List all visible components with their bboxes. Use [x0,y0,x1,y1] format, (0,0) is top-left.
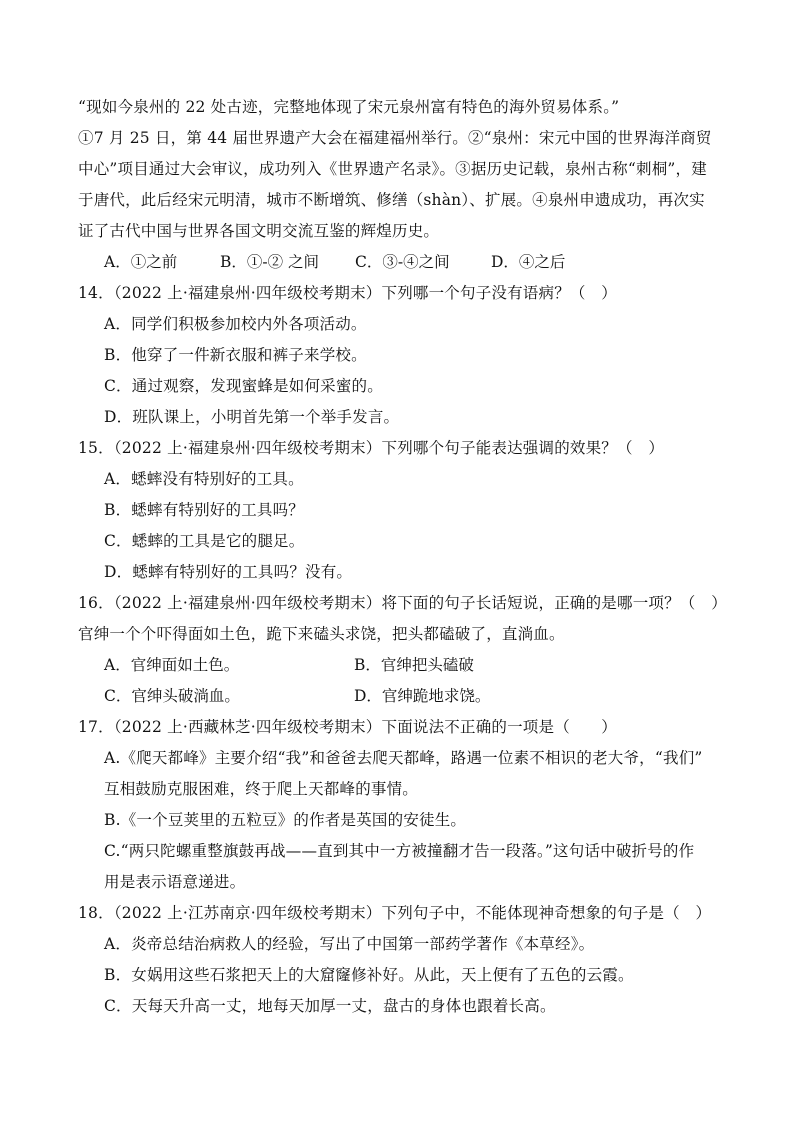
q16-stem: 16．（2022 上·福建泉州·四年级校考期末）将下面的句子长话短说，正确的是哪一项？（ ） [78,594,727,612]
q14-option-b: B．他穿了一件新衣服和裤子来学校。 [104,346,367,364]
q16-option-c: C．官绅头破淌血。 [104,687,240,705]
q16-option-a: A．官绅面如土色。 [104,656,240,674]
q13-option-a: A．①之前 [104,253,178,271]
q16-option-b: B．官绅把头磕破 [354,656,474,674]
q14-option-a: A．同学们积极参加校内外各项活动。 [104,315,367,333]
q18-option-a: A．炎帝总结治病救人的经验，写出了中国第一部药学著作《本草经》。 [104,935,595,953]
q13-option-c: C．③-④之间 [355,253,450,271]
q13-passage-line: ①7 月 25 日，第 44 届世界遗产大会在福建福州举行。②“泉州：宋元中国的世界海洋商贸 [78,129,712,147]
q14-option-d: D．班队课上，小明首先第一个举手发言。 [104,408,400,426]
q17-line: A.《爬天都峰》主要介绍“我”和爸爸去爬天都峰，路遇一位素不相识的老大爷，“我们” [104,749,703,767]
q15-stem: 15．（2022 上·福建泉州·四年级校考期末）下列哪个句子能表达强调的效果？（ ） [78,439,665,457]
q14-option-c: C．通过观察，发现蜜蜂是如何采蜜的。 [104,377,383,395]
q18-stem: 18．（2022 上·江苏南京·四年级校考期末）下列句子中，不能体现神奇想象的句子是（ ） [78,904,712,922]
q17-line: 互相鼓励克服困难，终于爬上天都峰的事情。 [104,780,419,798]
q13-option-d: D．④之后 [491,253,566,271]
q17-stem: 17．（2022 上·西藏林芝·四年级校考期末）下面说法不正确的一项是（ ） [78,718,618,736]
q17-line: 用是表示语意递进。 [104,873,246,891]
q13-passage-line: 中心”项目通过大会审议，成功列入《世界遗产名录》。③据历史记载，泉州古称“刺桐”，建 [78,160,707,178]
q13-passage-line: 于唐代，此后经宋元明清，城市不断增筑、修缮（shàn）、扩展。④泉州申遗成功，再次实 [78,191,705,209]
q15-option-c: C．蟋蟀的工具是它的腿足。 [104,532,305,550]
q17-line: B.《一个豆荚里的五粒豆》的作者是英国的安徒生。 [104,811,467,829]
q16-sentence: 官绅一个个吓得面如土色，跪下来磕头求饶，把头都磕破了，直淌血。 [78,625,565,643]
q17-line: C.“两只陀螺重整旗鼓再战——直到其中一方被撞翻才告一段落。”这句话中破折号的作 [104,842,695,860]
q14-stem: 14．（2022 上·福建泉州·四年级校考期末）下列哪一个句子没有语病？（ ） [78,284,618,302]
q13-passage-line: 证了古代中国与世界各国文明交流互鉴的辉煌历史。 [78,222,440,240]
q18-option-b: B．女娲用这些石浆把天上的大窟窿修补好。从此，天上便有了五色的云霞。 [104,966,634,984]
q16-option-d: D．官绅跪地求饶。 [354,687,491,705]
q13-options [104,251,624,273]
q15-option-a: A．蟋蟀没有特别好的工具。 [104,470,304,488]
q18-option-c: C．天每天升高一丈，地每天加厚一丈，盘古的身体也跟着长高。 [104,997,556,1015]
q13-option-b: B．①-② 之间 [220,253,320,271]
q15-option-d: D．蟋蟀有特别好的工具吗？没有。 [104,563,353,581]
q15-option-b: B．蟋蟀有特别好的工具吗？ [104,501,304,519]
q13-intro: “现如今泉州的 22 处古迹，完整地体现了宋元泉州富有特色的海外贸易体系。” [78,98,620,116]
